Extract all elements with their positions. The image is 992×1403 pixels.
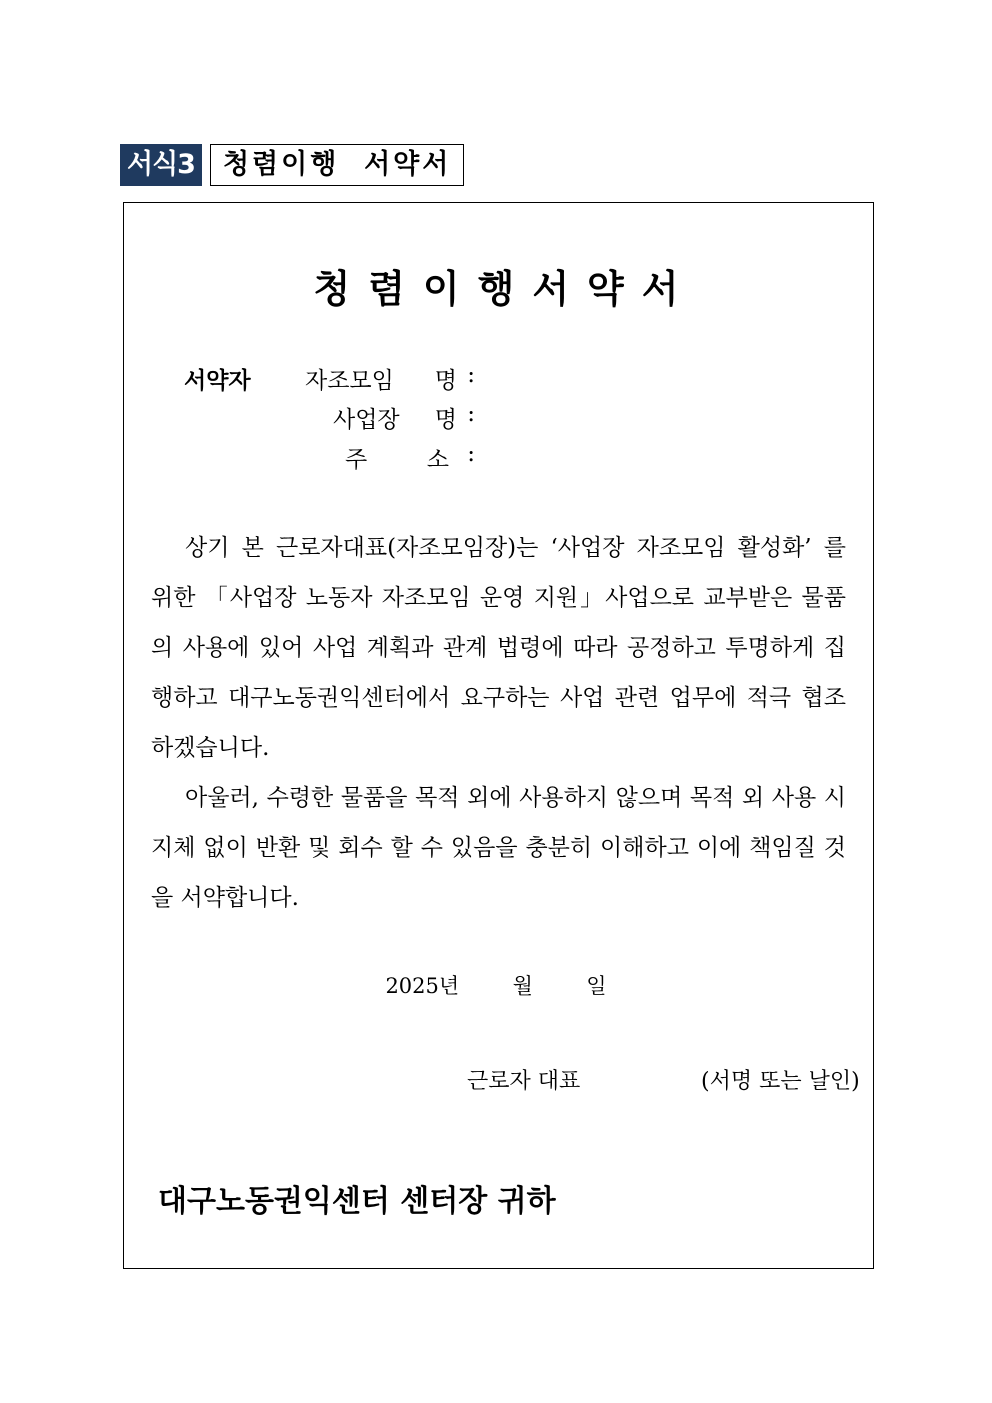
form-header: [120, 144, 464, 186]
field-label-address: 주 소: [345, 447, 449, 473]
signature-note: (서명 또는 날인): [701, 1069, 860, 1094]
field-workplace-name: [333, 401, 475, 434]
signer-label: 근로자 대표: [467, 1069, 581, 1094]
field-colon: :: [467, 401, 475, 427]
field-colon: :: [467, 441, 475, 467]
recipient-line: 대구노동권익센터 센터장 귀하: [158, 1184, 556, 1219]
form-name-box: 청렴이행 서약서: [210, 144, 464, 186]
field-label-workplace-name: 사업장 명: [333, 407, 457, 433]
field-label-group-name: 자조모임 명: [305, 368, 457, 394]
document-title: 청렴이행서약서: [313, 266, 697, 311]
pledge-paragraph-2: 아울러, 수령한 물품을 목적 외에 사용하지 않으며 목적 외 사용 시 지체 없이 반환 및 회수 할 수 있음을 충분히 이해하고 이에 책임질 것을 서약합니다.: [151, 785, 846, 911]
field-group-name: [305, 362, 475, 395]
field-address: [345, 441, 475, 474]
form-number-badge: 서식3: [120, 144, 202, 186]
date-line: 2025년 월 일: [385, 974, 607, 998]
pledge-paragraph-1: 상기 본 근로자대표(자조모임장)는 ‘사업장 자조모임 활성화’ 를 위한 「사업장 노동자 자조모임 운영 지원」사업으로 교부받은 물품의 사용에 있어 사업 계획과 관계 법령에 따라 공정하고 투명하게 집행하고 대구노동권익센터에서 요구하는 사업 관련 업무에 적극 협조하겠습니다.: [151, 535, 846, 761]
field-colon: :: [467, 362, 475, 388]
pledger-label: 서약자: [184, 368, 251, 394]
pledge-body: [151, 523, 846, 923]
